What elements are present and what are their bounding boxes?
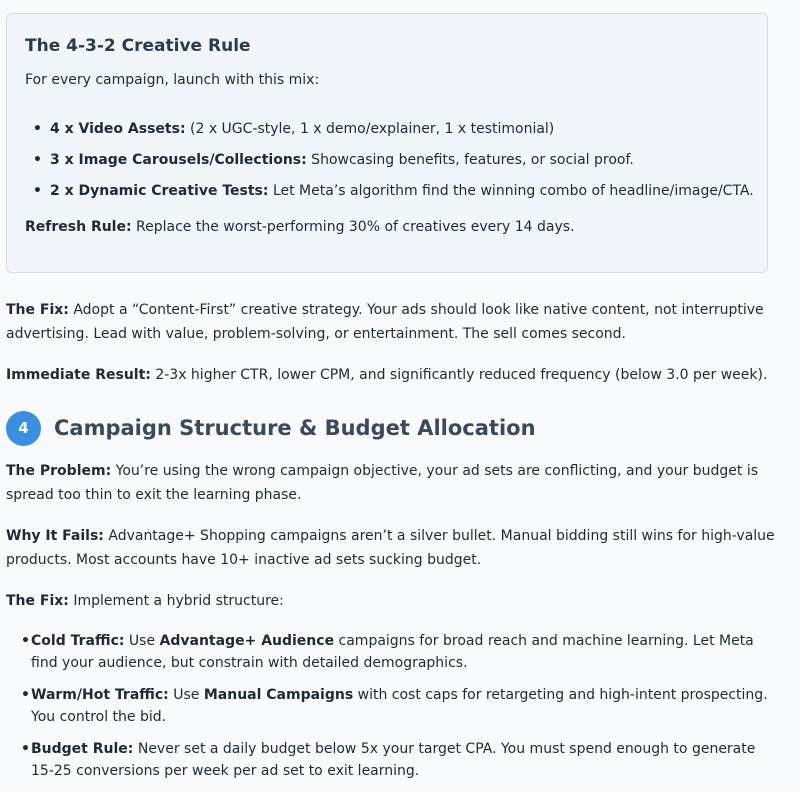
problem-text: You’re using the wrong campaign objective, your ad sets are conflicting, and your budget is spread too thin to exit the learning phase. xyxy=(6,463,759,503)
result-text: 2-3x higher CTR, lower CPM, and significantly reduced frequency (below 3.0 per week). xyxy=(150,367,768,383)
item-text: Never set a daily budget below 5x your target CPA. You must spend enough to generate 15-25 conversions per week per ad set to exit learning. xyxy=(31,741,756,779)
list-item xyxy=(32,182,754,213)
problem-paragraph xyxy=(6,459,786,507)
fix2-text: Implement a hybrid structure: xyxy=(68,593,284,609)
item-label: Warm/Hot Traffic: xyxy=(31,687,169,703)
item-text: Use xyxy=(124,633,160,649)
creative-rule-callout xyxy=(6,13,768,273)
item-text: (2 x UGC-style, 1 x demo/explainer, 1 x testimonial) xyxy=(185,121,555,137)
list-item xyxy=(32,151,754,182)
refresh-text: Replace the worst-performing 30% of creatives every 14 days. xyxy=(131,219,575,235)
section-heading xyxy=(6,410,536,446)
section-title: Campaign Structure & Budget Allocation xyxy=(54,416,536,440)
item-text: campaigns for broad reach and machine learning. Let Meta find your audience, but constrain with detailed demographics. xyxy=(31,633,754,671)
problem-label: The Problem: xyxy=(6,463,112,479)
list-item xyxy=(20,738,780,782)
fix2-paragraph xyxy=(6,589,786,613)
creative-mix-list xyxy=(32,120,754,213)
callout-title: The 4-3-2 Creative Rule xyxy=(25,36,251,56)
structure-list xyxy=(20,630,780,792)
item-text: Use xyxy=(168,687,204,703)
item-label: 4 x Video Assets: xyxy=(50,121,186,137)
item-text: Showcasing benefits, features, or social proof. xyxy=(306,152,634,168)
callout-intro: For every campaign, launch with this mix: xyxy=(25,72,320,88)
why-text: Advantage+ Shopping campaigns aren’t a silver bullet. Manual bidding still wins for high-value products. Most accounts have 10+ inactive ad sets sucking budget. xyxy=(6,528,775,568)
section-number-badge: 4 xyxy=(6,411,41,446)
item-emphasis: Advantage+ Audience xyxy=(159,633,335,649)
item-emphasis: Manual Campaigns xyxy=(203,687,354,703)
result-label: Immediate Result: xyxy=(6,367,151,383)
fix-label: The Fix: xyxy=(6,302,69,318)
list-item xyxy=(20,630,780,674)
fix-text: Adopt a “Content-First” creative strategy. Your ads should look like native content, not interruptive advertising. Lead with value, problem-solving, or entertainment. The sell comes second. xyxy=(6,302,764,342)
fix-paragraph xyxy=(6,298,786,346)
result-paragraph xyxy=(6,363,786,387)
why-paragraph xyxy=(6,524,786,572)
item-label: Cold Traffic: xyxy=(31,633,125,649)
item-label: Budget Rule: xyxy=(31,741,134,757)
why-label: Why It Fails: xyxy=(6,528,104,544)
list-item xyxy=(20,684,780,728)
item-label: 2 x Dynamic Creative Tests: xyxy=(50,183,269,199)
item-label: 3 x Image Carousels/Collections: xyxy=(50,152,307,168)
fix2-label: The Fix: xyxy=(6,593,69,609)
item-text: Let Meta’s algorithm find the winning combo of headline/image/CTA. xyxy=(268,183,754,199)
list-item xyxy=(32,120,754,151)
refresh-rule xyxy=(25,219,575,235)
refresh-label: Refresh Rule: xyxy=(25,219,132,235)
item-text: with cost caps for retargeting and high-intent prospecting. You control the bid. xyxy=(31,687,768,725)
